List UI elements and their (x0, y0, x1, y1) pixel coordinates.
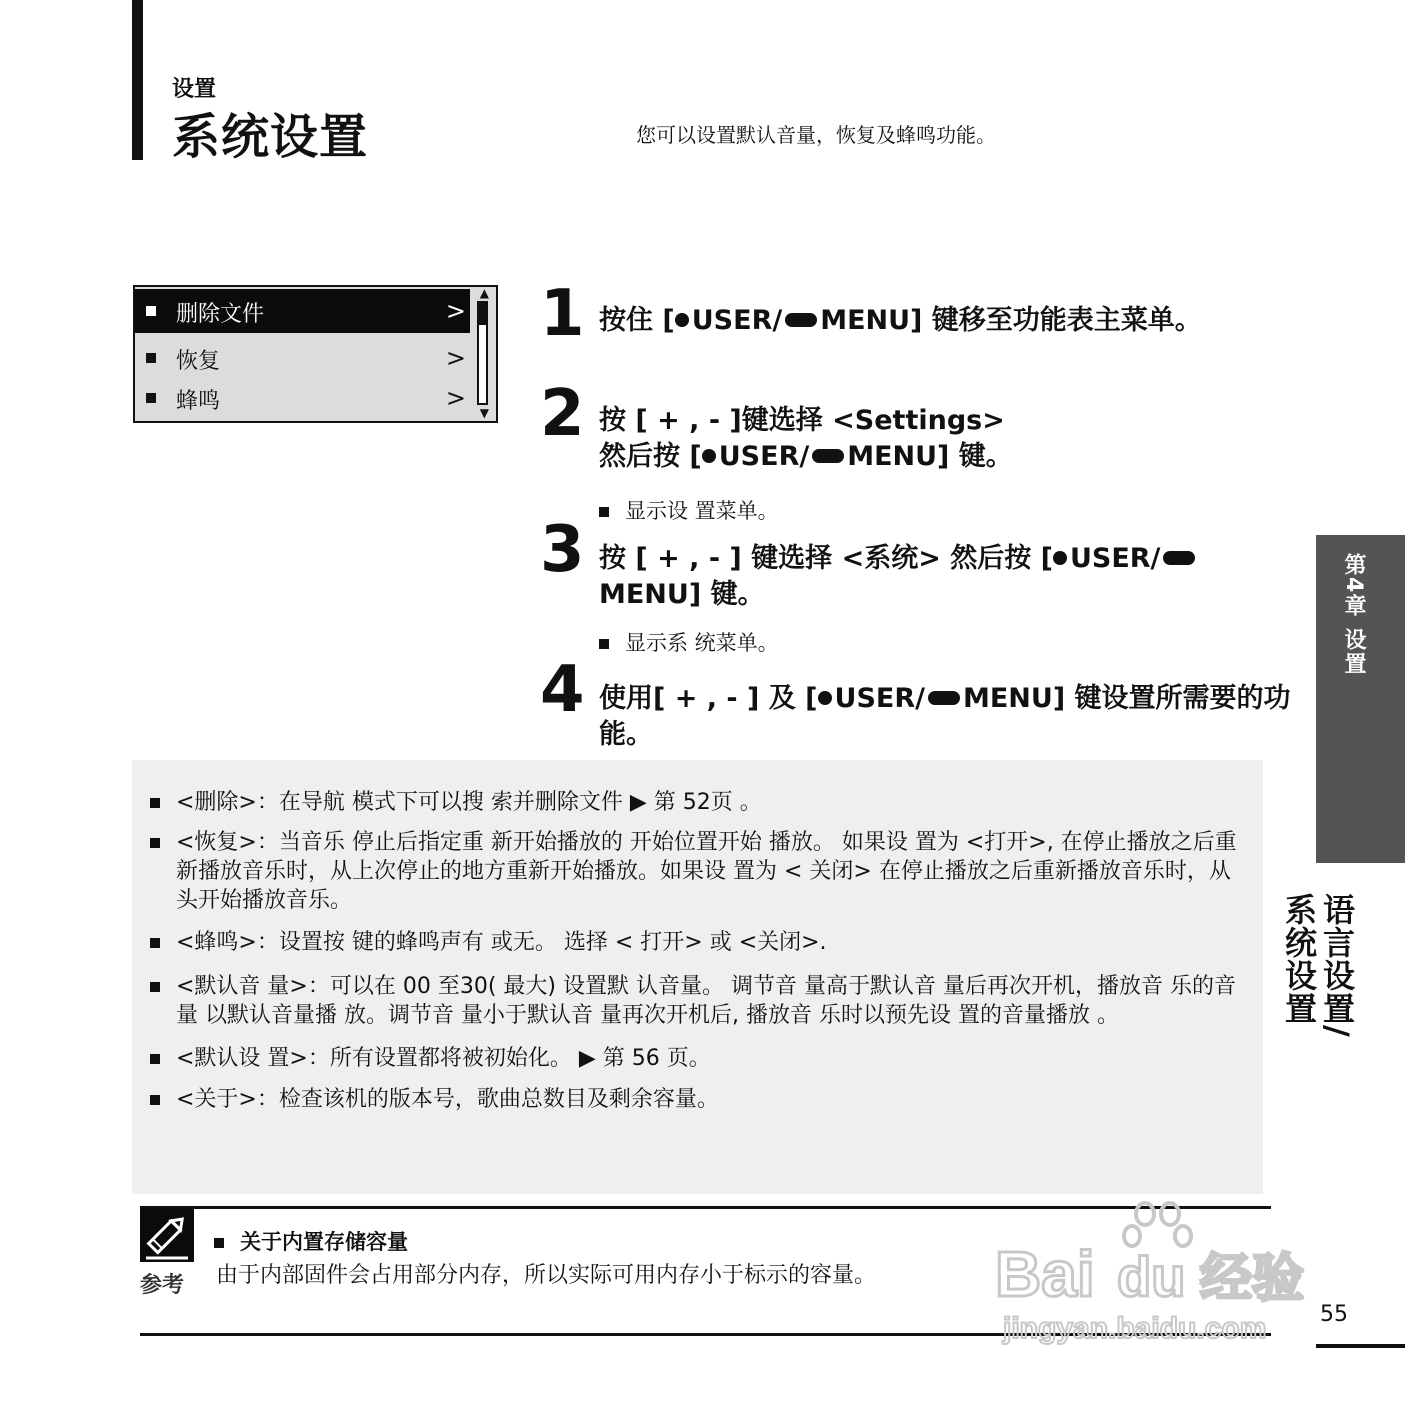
note-text: <关于>：检查该机的版本号，歌曲总数目及剩余容量。 (176, 1087, 719, 1112)
step-2-sub-text: 显示设 置菜单。 (625, 499, 779, 523)
step-2-text-c: MENU] 键。 (847, 441, 1013, 472)
step-3-sub-text: 显示系 统菜单。 (625, 631, 779, 655)
bullet-square-icon (150, 1054, 160, 1064)
step-2-text-a: 然后按 [ (599, 441, 702, 472)
menu-bullet-icon (146, 393, 156, 403)
step-1-text-a: 按住 [ (599, 305, 675, 336)
page-number: 55 (1320, 1302, 1348, 1327)
bullet-square-icon (150, 838, 160, 848)
note-text: <恢复>：当音乐 停止后指定重 新开始播放的 开始位置开始 播放。 如果设 置为 <打开>, 在停止播放之后重新播放音乐时，从上次停止的地方重新开始播放。如果设 置为 < 关闭> 在停止播放之后重新播放音乐时，从头开始播放音乐。 (176, 830, 1237, 913)
scroll-down-arrow-icon: ▼ (479, 406, 489, 420)
note-heading (214, 1226, 408, 1256)
step-2-text-b: USER/ (718, 441, 810, 472)
menu-item-resume (135, 336, 470, 380)
chapter-tab-label: 第4章 设置 (1341, 553, 1366, 676)
step-1-number: 1 (540, 277, 585, 351)
chevron-right-icon: > (445, 384, 466, 412)
step-4-text-a: 使用[ + , - ] 及 [ (599, 683, 818, 714)
user-button-dot-icon (675, 313, 689, 327)
scrollbar-thumb (479, 303, 486, 325)
scroll-up-arrow-icon: ▲ (479, 286, 489, 300)
bullet-square-icon (599, 639, 609, 649)
user-button-dot-icon (702, 449, 716, 463)
step-4-number: 4 (540, 653, 585, 727)
menu-item-label: 恢复 (176, 349, 221, 374)
step-1-text-c: MENU] 键移至功能表主菜单。 (820, 305, 1202, 336)
chevron-right-icon: > (445, 344, 466, 372)
bullet-square-icon (150, 982, 160, 992)
step-1-text-b: USER/ (691, 305, 783, 336)
user-button-dot-icon (1053, 551, 1067, 565)
note-text: <默认音 量>：可以在 00 至30( 最大) 设置默 认音量。 调节音 量高于默认音 量后再次开机，播放音 乐的音量 以默认音量播 放。调节音 量小于默认音 量再次开机后, 播放音 乐时以预先设 置的音量播放 。 (176, 974, 1236, 1028)
menu-button-pill-icon (812, 449, 844, 463)
user-button-dot-icon (818, 691, 832, 705)
note-text: <删除>：在导航 模式下可以搜 索并删除文件 ▶ 第 52页 。 (176, 790, 762, 815)
page-number-rule (1316, 1344, 1405, 1348)
bullet-square-icon (150, 1095, 160, 1105)
step-2-line-1: 按 [ + , - ]键选择 <Settings> (599, 405, 1005, 436)
note-heading-text: 关于内置存储容量 (240, 1230, 408, 1254)
step-3-text-a: 按 [ + , - ] 键选择 <系统> 然后按 [ (599, 543, 1053, 574)
chapter-side-tab (1316, 535, 1405, 863)
bullet-square-icon (214, 1238, 224, 1248)
watermark-brand-c: 经验 (1200, 1249, 1305, 1309)
step-3-text-b: USER/ (1069, 543, 1161, 574)
step-1-text (599, 302, 1202, 339)
menu-button-pill-icon (785, 313, 817, 327)
bullet-square-icon (150, 938, 160, 948)
side-topic-nav (1280, 893, 1356, 1038)
step-3-number: 3 (540, 513, 585, 587)
menu-item-beep (135, 376, 470, 420)
bullet-square-icon (599, 507, 609, 517)
watermark-brand-a: Bai (995, 1238, 1095, 1310)
step-2-sub-bullet (599, 495, 779, 525)
baidu-watermark-logo (995, 1198, 1325, 1348)
watermark-brand-b: du (1117, 1245, 1186, 1308)
side-nav-system: 系统设置 (1280, 893, 1318, 1025)
page-title: 系统设置 (172, 109, 369, 165)
device-menu-screen (133, 285, 498, 423)
note-text: <蜂鸣>：设置按 键的蜂鸣声有 或无。 选择 < 打开> 或 <关闭>. (176, 930, 827, 955)
note-icon-label: 参考 (140, 1273, 185, 1298)
menu-bullet-icon (146, 353, 156, 363)
step-4-line-2: 能。 (599, 719, 653, 750)
feature-description-box (132, 760, 1263, 1194)
pencil-note-icon (140, 1208, 194, 1262)
side-nav-language: 语言设置/ (1318, 893, 1356, 1038)
section-label: 设置 (172, 77, 217, 102)
menu-item-label: 蜂鸣 (176, 389, 221, 414)
intro-text: 您可以设置默认音量，恢复及蜂鸣功能。 (636, 123, 996, 147)
chevron-right-icon: > (445, 297, 466, 325)
menu-item-label: 删除文件 (176, 302, 265, 327)
step-2-line-2 (599, 438, 1013, 475)
step-3-sub-bullet (599, 627, 779, 657)
left-accent-bar (132, 0, 143, 160)
step-3-line-2: MENU] 键。 (599, 579, 765, 610)
step-4-text-b: USER/ (834, 683, 925, 714)
menu-button-pill-icon (928, 691, 960, 705)
step-4-line-1 (599, 680, 1291, 717)
watermark-url: jingyan.baidu.com (1003, 1312, 1267, 1345)
step-2-number: 2 (540, 377, 585, 451)
bullet-square-icon (150, 798, 160, 808)
menu-bullet-icon (146, 306, 156, 316)
step-4-text-c: MENU] 键设置所需要的功 (962, 683, 1291, 714)
note-text: <默认设 置>：所有设置都将被初始化。 ▶ 第 56 页。 (176, 1046, 711, 1071)
menu-item-delete-file (135, 289, 470, 333)
note-body: 由于内部固件会占用部分内存，所以实际可用内存小于标示的容量。 (216, 1263, 877, 1288)
step-3-line-1 (599, 540, 1198, 577)
scrollbar-track (477, 301, 488, 405)
menu-button-pill-icon (1163, 551, 1195, 565)
